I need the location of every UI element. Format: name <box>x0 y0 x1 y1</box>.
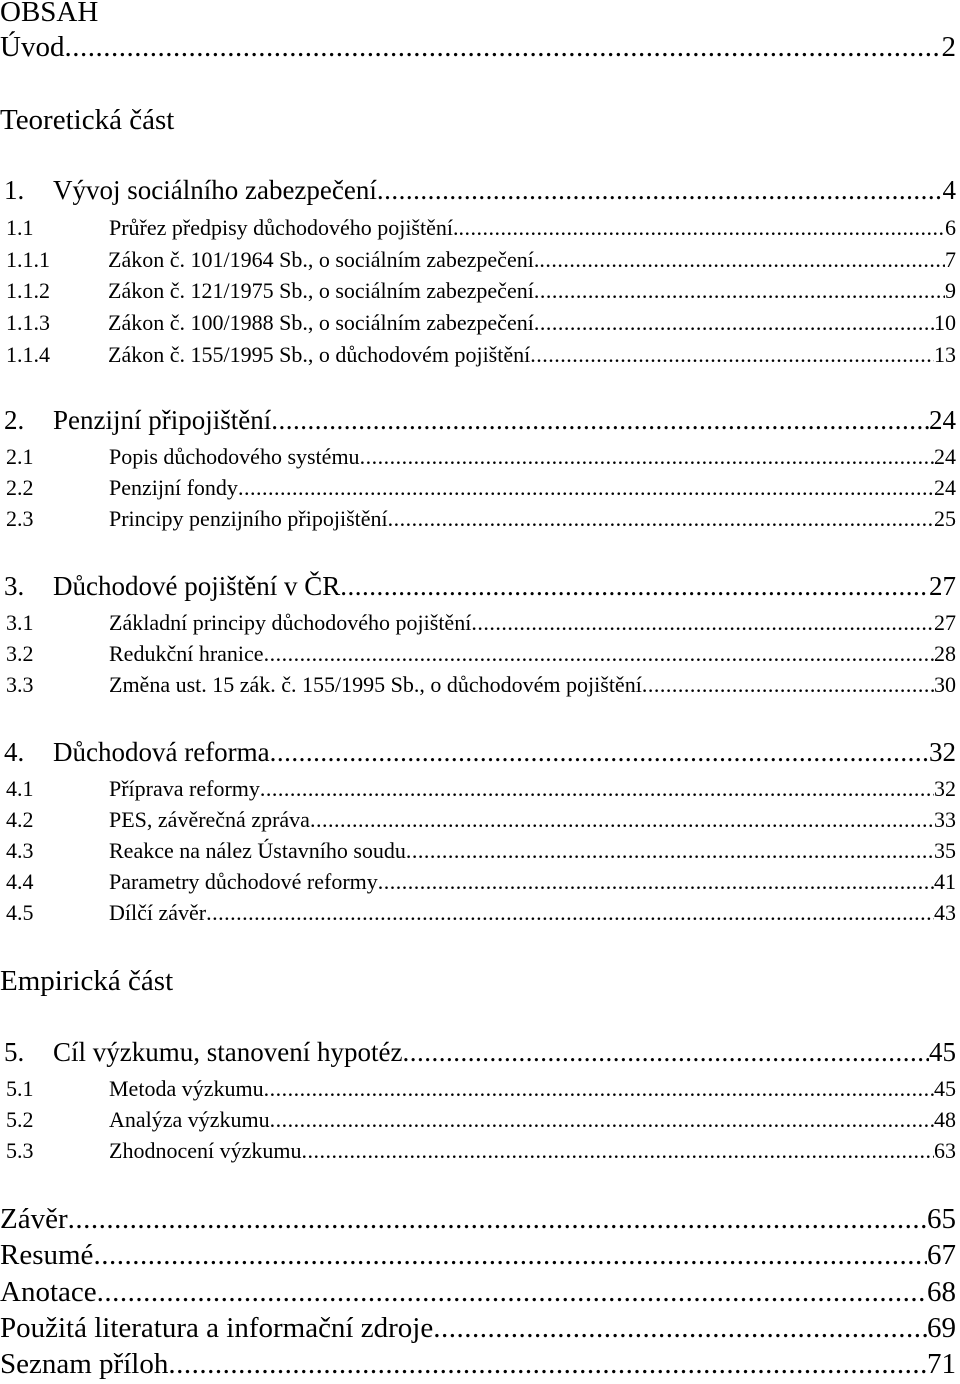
chapter-title: Důchodové pojištění v ČR <box>53 571 341 601</box>
leader-dots <box>530 342 934 368</box>
toc-section[interactable] <box>6 776 956 802</box>
leader-dots <box>68 1203 927 1236</box>
toc-section[interactable] <box>6 807 956 833</box>
section-page: 24 <box>934 475 956 500</box>
toc-chapter-4[interactable] <box>4 737 956 768</box>
toc-section[interactable] <box>6 1076 956 1102</box>
section-page: 10 <box>934 310 956 335</box>
section-number: 1.1 <box>6 215 34 240</box>
entry-page: 65 <box>927 1203 956 1235</box>
chapter-title: Cíl výzkumu, stanovení hypotéz <box>53 1037 403 1067</box>
leader-dots <box>534 310 934 336</box>
section-number: 4.4 <box>6 869 34 894</box>
toc-section[interactable] <box>6 869 956 895</box>
leader-dots <box>271 405 929 436</box>
leader-dots <box>264 641 934 667</box>
leader-dots <box>93 1239 927 1272</box>
toc-section[interactable] <box>6 278 956 304</box>
entry-title: Seznam příloh <box>0 1348 169 1380</box>
chapter-title: Vývoj sociálního zabezpečení <box>53 175 377 205</box>
section-number: 4.1 <box>6 776 34 801</box>
chapter-page: 4 <box>942 175 956 205</box>
toc-entry-literature[interactable] <box>0 1312 956 1345</box>
leader-dots <box>378 869 934 895</box>
section-title: Zákon č. 121/1975 Sb., o sociálním zabezpečení <box>108 278 534 303</box>
leader-dots <box>642 672 934 698</box>
section-title: Reakce na nález Ústavního soudu <box>109 838 406 863</box>
leader-dots <box>260 776 934 802</box>
toc-section[interactable] <box>6 342 956 368</box>
section-title: Příprava reformy <box>109 776 260 801</box>
leader-dots <box>388 506 934 532</box>
leader-dots <box>534 278 945 304</box>
leader-dots <box>270 1107 934 1133</box>
section-title: Principy penzijního připojištění <box>109 506 388 531</box>
section-title: Penzijní fondy <box>109 475 238 500</box>
toc-section[interactable] <box>6 1107 956 1133</box>
section-number: 5.2 <box>6 1107 34 1132</box>
entry-page: 68 <box>927 1276 956 1308</box>
section-title: PES, závěrečná zpráva <box>109 807 310 832</box>
section-title: Zhodnocení výzkumu <box>109 1138 302 1163</box>
entry-page: 67 <box>927 1239 956 1271</box>
leader-dots <box>64 31 941 64</box>
leader-dots <box>471 610 934 636</box>
toc-section[interactable] <box>6 610 956 636</box>
leader-dots <box>97 1276 927 1309</box>
chapter-page: 32 <box>929 737 956 767</box>
section-number: 1.1.3 <box>6 310 50 335</box>
part-heading-theoretical: Teoretická část <box>0 104 175 136</box>
toc-section[interactable] <box>6 475 956 501</box>
leader-dots <box>402 1037 929 1068</box>
toc-entry-conclusion[interactable] <box>0 1203 956 1236</box>
toc-entry-intro[interactable] <box>0 31 956 64</box>
entry-page: 69 <box>927 1312 956 1344</box>
section-title: Parametry důchodové reformy <box>109 869 378 894</box>
section-page: 32 <box>934 776 956 801</box>
chapter-number: 1. <box>4 175 25 205</box>
chapter-number: 4. <box>4 737 25 767</box>
toc-entry-appendices[interactable] <box>0 1348 956 1381</box>
section-title: Dílčí závěr <box>109 900 207 925</box>
toc-heading: OBSAH <box>0 0 99 28</box>
section-page: 30 <box>934 672 956 697</box>
toc-chapter-5[interactable] <box>4 1037 956 1068</box>
section-page: 33 <box>934 807 956 832</box>
chapter-title: Penzijní připojištění <box>53 405 272 435</box>
section-title: Základní principy důchodového pojištění <box>109 610 472 635</box>
leader-dots <box>301 1138 934 1164</box>
section-page: 7 <box>945 247 956 272</box>
section-number: 2.1 <box>6 444 34 469</box>
section-title: Změna ust. 15 zák. č. 155/1995 Sb., o důchodovém pojištění <box>109 672 642 697</box>
section-number: 4.2 <box>6 807 34 832</box>
section-title: Redukční hranice <box>109 641 264 666</box>
section-number: 1.1.4 <box>6 342 50 367</box>
toc-section[interactable] <box>6 672 956 698</box>
section-title: Analýza výzkumu <box>109 1107 270 1132</box>
section-page: 35 <box>934 838 956 863</box>
toc-section[interactable] <box>6 641 956 667</box>
section-page: 24 <box>934 444 956 469</box>
section-title: Zákon č. 100/1988 Sb., o sociálním zabezpečení <box>108 310 534 335</box>
entry-title: Anotace <box>0 1276 97 1308</box>
section-number: 5.3 <box>6 1138 34 1163</box>
leader-dots <box>360 444 934 470</box>
section-page: 25 <box>934 506 956 531</box>
chapter-page: 45 <box>929 1037 956 1067</box>
toc-section[interactable] <box>6 310 956 336</box>
section-page: 48 <box>934 1107 956 1132</box>
entry-title: Závěr <box>0 1203 68 1235</box>
entry-page: 2 <box>941 31 956 63</box>
toc-section[interactable] <box>6 215 956 241</box>
leader-dots <box>270 737 929 768</box>
toc-chapter-3[interactable] <box>4 571 956 602</box>
section-number: 1.1.1 <box>6 247 50 272</box>
chapter-number: 2. <box>4 405 25 435</box>
leader-dots <box>206 900 934 926</box>
toc-section[interactable] <box>6 506 956 532</box>
toc-section[interactable] <box>6 444 956 470</box>
section-number: 4.3 <box>6 838 34 863</box>
toc-entry-annotation[interactable] <box>0 1276 956 1309</box>
leader-dots <box>539 247 945 273</box>
chapter-page: 27 <box>929 571 956 601</box>
section-page: 41 <box>934 869 956 894</box>
section-title: Metoda výzkumu <box>109 1076 264 1101</box>
toc-section[interactable] <box>6 838 956 864</box>
leader-dots <box>340 571 929 602</box>
part-heading-empirical: Empirická část <box>0 965 174 997</box>
section-title: Průřez předpisy důchodového pojištění. <box>109 215 459 240</box>
leader-dots <box>264 1076 934 1102</box>
entry-title: Úvod <box>0 31 65 63</box>
leader-dots <box>310 807 934 833</box>
leader-dots <box>377 175 943 206</box>
entry-title: Resumé <box>0 1239 94 1271</box>
section-number: 5.1 <box>6 1076 34 1101</box>
section-page: 28 <box>934 641 956 666</box>
section-number: 2.2 <box>6 475 34 500</box>
leader-dots <box>406 838 934 864</box>
toc-section[interactable] <box>6 1138 956 1164</box>
toc-chapter-1[interactable] <box>4 175 956 206</box>
section-number: 3.3 <box>6 672 34 697</box>
section-page: 13 <box>934 342 956 367</box>
chapter-number: 5. <box>4 1037 25 1067</box>
toc-section[interactable] <box>6 247 956 273</box>
section-title: Popis důchodového systému <box>109 444 360 469</box>
section-page: 9 <box>945 278 956 303</box>
leader-dots <box>238 475 934 501</box>
section-title: Zákon č. 101/1964 Sb., o sociálním zabezpečení. <box>108 247 540 272</box>
section-number: 4.5 <box>6 900 34 925</box>
section-number: 3.1 <box>6 610 34 635</box>
toc-section[interactable] <box>6 900 956 926</box>
section-page: 63 <box>934 1138 956 1163</box>
section-page: 6 <box>945 215 956 240</box>
section-number: 1.1.2 <box>6 278 50 303</box>
toc-chapter-2[interactable] <box>4 405 956 436</box>
leader-dots <box>459 215 946 241</box>
section-title: Zákon č. 155/1995 Sb., o důchodovém pojištění <box>108 342 531 367</box>
section-page: 43 <box>934 900 956 925</box>
entry-title: Použitá literatura a informační zdroje <box>0 1312 434 1344</box>
chapter-page: 24 <box>929 405 956 435</box>
chapter-number: 3. <box>4 571 25 601</box>
section-page: 45 <box>934 1076 956 1101</box>
section-number: 2.3 <box>6 506 34 531</box>
chapter-title: Důchodová reforma <box>53 737 270 767</box>
toc-entry-resume[interactable] <box>0 1239 956 1272</box>
section-number: 3.2 <box>6 641 34 666</box>
section-page: 27 <box>934 610 956 635</box>
leader-dots <box>433 1312 927 1345</box>
entry-page: 71 <box>927 1348 956 1380</box>
leader-dots <box>168 1348 927 1381</box>
